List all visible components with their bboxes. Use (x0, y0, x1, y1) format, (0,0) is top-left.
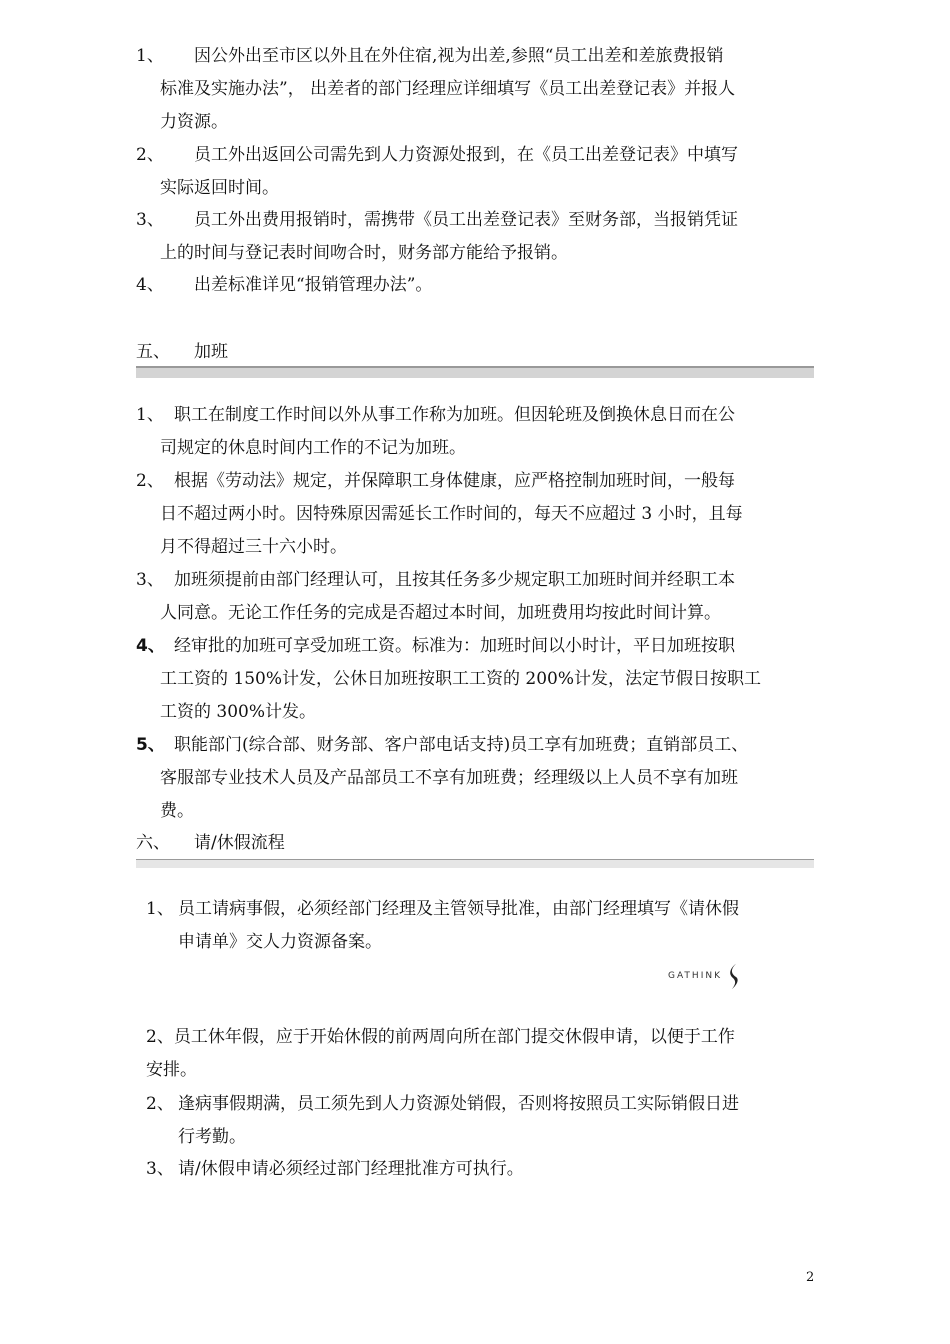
item-number: 3、 (136, 210, 164, 230)
item-text: 经审批的加班可享受加班工资。标准为：加班时间以小时计，平日加班按职 (174, 636, 735, 656)
item-text: 加班须提前由部门经理认可，且按其任务多少规定职工加班时间并经职工本 (174, 570, 735, 590)
list-item (146, 893, 836, 959)
item-text: 司规定的休息时间内工作的不记为加班。 (160, 438, 466, 458)
item-text: 2、员工休年假，应于开始休假的前两周向所在部门提交休假申请，以便于工作 (146, 1027, 735, 1047)
gathink-swoosh-icon (728, 962, 742, 990)
list-item (136, 269, 826, 302)
section-number: 六、 (136, 833, 170, 853)
item-number: 1、 (146, 899, 174, 919)
item-text: 力资源。 (160, 112, 228, 132)
item-text: 费。 (160, 801, 194, 821)
item-number: 3、 (146, 1159, 174, 1179)
item-text: 因公外出至市区以外且在外住宿,视为出差,参照“员工出差和差旅费报销 (194, 46, 724, 66)
list-item (136, 204, 826, 270)
section-number: 五、 (136, 342, 170, 362)
item-text: 行考勤。 (178, 1127, 246, 1147)
list-item (136, 564, 826, 630)
list-item (136, 630, 826, 729)
item-text: 工工资的 150%计发，公休日加班按职工工资的 200%计发，法定节假日按职工 (160, 669, 762, 689)
list-item (136, 399, 826, 465)
page-number: 2 (806, 1270, 815, 1285)
section-title: 请/休假流程 (194, 833, 285, 853)
logo-text: GATHINK (668, 971, 722, 981)
item-text: 上的时间与登记表时间吻合时，财务部方能给予报销。 (160, 243, 568, 263)
list-item (136, 139, 826, 205)
list-item (136, 729, 826, 828)
list-item (136, 40, 826, 139)
item-text: 职工在制度工作时间以外从事工作称为加班。但因轮班及倒换休息日而在公 (174, 405, 735, 425)
item-text: 日不超过两小时。因特殊原因需延长工作时间的，每天不应超过 3 小时，且每 (160, 504, 743, 524)
item-text: 实际返回时间。 (160, 178, 279, 198)
item-number: 2、 (136, 145, 164, 165)
item-text: 员工外出费用报销时，需携带《员工出差登记表》至财务部，当报销凭证 (194, 210, 738, 230)
section-divider (136, 859, 814, 868)
item-text: 人同意。无论工作任务的完成是否超过本时间，加班费用均按此时间计算。 (160, 603, 721, 623)
section-heading (136, 338, 228, 366)
item-number: 5、 (136, 735, 165, 755)
item-text: 请/休假申请必须经过部门经理批准方可执行。 (178, 1159, 524, 1179)
list-item (136, 465, 826, 564)
item-text: 客服部专业技术人员及产品部员工不享有加班费；经理级以上人员不享有加班 (160, 768, 738, 788)
item-text: 申请单》交人力资源备案。 (178, 932, 382, 952)
section-heading (136, 829, 285, 857)
item-number: 1、 (136, 46, 164, 66)
item-text: 逢病事假期满，员工须先到人力资源处销假，否则将按照员工实际销假日进 (178, 1094, 739, 1114)
item-text: 月不得超过三十六小时。 (160, 537, 347, 557)
item-text: 职能部门(综合部、财务部、客户部电话支持)员工享有加班费；直销部员工、 (174, 735, 749, 755)
list-item (146, 1088, 836, 1154)
item-number: 3、 (136, 570, 164, 590)
item-text: 根据《劳动法》规定，并保障职工身体健康，应严格控制加班时间，一般每 (174, 471, 735, 491)
item-number: 4、 (136, 275, 164, 295)
item-number: 1、 (136, 405, 164, 425)
section-title: 加班 (194, 342, 228, 362)
item-text: 安排。 (146, 1060, 197, 1080)
item-text: 出差标准详见“报销管理办法”。 (194, 275, 433, 295)
item-text: 员工外出返回公司需先到人力资源处报到，在《员工出差登记表》中填写 (194, 145, 738, 165)
item-number: 4、 (136, 636, 165, 656)
list-item (146, 1021, 836, 1087)
section-divider (136, 366, 814, 378)
company-logo (668, 962, 742, 990)
list-item (146, 1153, 836, 1186)
item-text: 员工请病事假，必须经部门经理及主管领导批准，由部门经理填写《请休假 (178, 899, 739, 919)
item-text: 工资的 300%计发。 (160, 702, 317, 722)
item-number: 2、 (146, 1094, 174, 1114)
item-text: 标准及实施办法”， 出差者的部门经理应详细填写《员工出差登记表》并报人 (160, 79, 736, 99)
item-number: 2、 (136, 471, 164, 491)
